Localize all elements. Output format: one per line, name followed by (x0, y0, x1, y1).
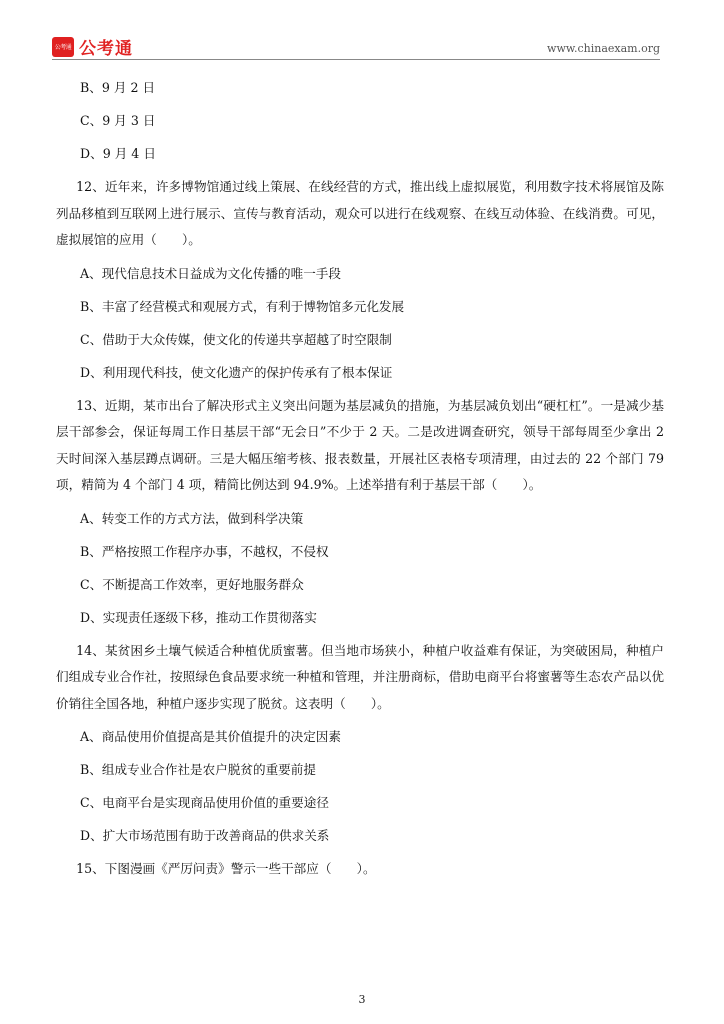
q12-option-a: A、现代信息技术日益成为文化传播的唯一手段 (80, 265, 341, 281)
q13-option-a: A、转变工作的方式方法，做到科学决策 (80, 510, 304, 526)
logo-text: 公考通 (79, 39, 133, 59)
q13-text: 13、近期，某市出台了解决形式主义突出问题为基层减负的措施，为基层减负划出“硬杠杠”。一是减少基层干部参会，保证每周工作日基层干部“无会日”不少于 2 天。二是改进调查研究，领导干部每周至少拿出 2 天时间深入基层蹲点调研。三是大幅压缩考核、报表数量，开展社区表格专项清理，由过去的 22 个部门 79 项，精简为 4 个部门 4 项，精简比例达到 94.9%。上述举措有利于基层干部（ ）。 (56, 397, 664, 492)
q12-option-d: D、利用现代科技，使文化遗产的保护传承有了根本保证 (80, 364, 393, 380)
q14-option-d: D、扩大市场范围有助于改善商品的供求关系 (80, 828, 330, 843)
q14-text: 14、某贫困乡土壤气候适合种植优质蜜薯。但当地市场狭小，种植户收益难有保证，为突破困局，种植户们组成专业合作社，按照绿色食品要求统一种植和管理，并注册商标，借助电商平台将蜜薯等生态农产品以优价销往全国各地，种植户逐步实现了脱贫。这表明（ ）。 (56, 642, 664, 711)
q13-option-c: C、不断提高工作效率，更好地服务群众 (80, 576, 304, 592)
page-number: 3 (358, 993, 366, 1006)
logo-badge-icon: 公考通 (52, 37, 74, 57)
logo (52, 34, 133, 59)
site-url: www.chinaexam.org (547, 42, 660, 55)
q11-option-d: D、9 月 4 日 (80, 146, 156, 161)
q13-option-b: B、严格按照工作程序办事，不越权，不侵权 (80, 543, 329, 559)
q13-option-d: D、实现责任逐级下移，推动工作贯彻落实 (80, 609, 317, 625)
q14-option-c: C、电商平台是实现商品使用价值的重要途径 (80, 795, 329, 810)
header-divider (52, 59, 660, 60)
q14-option-a: A、商品使用价值提高是其价值提升的决定因素 (80, 729, 341, 744)
q11-option-c: C、9 月 3 日 (80, 113, 156, 128)
q15-text: 15、下图漫画《严厉问责》警示一些干部应（ ）。 (76, 861, 376, 876)
page-header (52, 34, 660, 58)
q12-option-c: C、借助于大众传媒，使文化的传递共享超越了时空限制 (80, 331, 392, 347)
q11-option-b: B、9 月 2 日 (80, 80, 156, 95)
q12-option-b: B、丰富了经营模式和观展方式，有利于博物馆多元化发展 (80, 298, 405, 314)
document-body (56, 78, 664, 883)
q12-text: 12、近年来，许多博物馆通过线上策展、在线经营的方式，推出线上虚拟展览，利用数字技术将展馆及陈列品移植到互联网上进行展示、宣传与教育活动，观众可以进行在线观察、在线互动体验、在线消费。可见，虚拟展馆的应用（ ）。 (56, 179, 664, 247)
q14-option-b: B、组成专业合作社是农户脱贫的重要前提 (80, 762, 316, 777)
